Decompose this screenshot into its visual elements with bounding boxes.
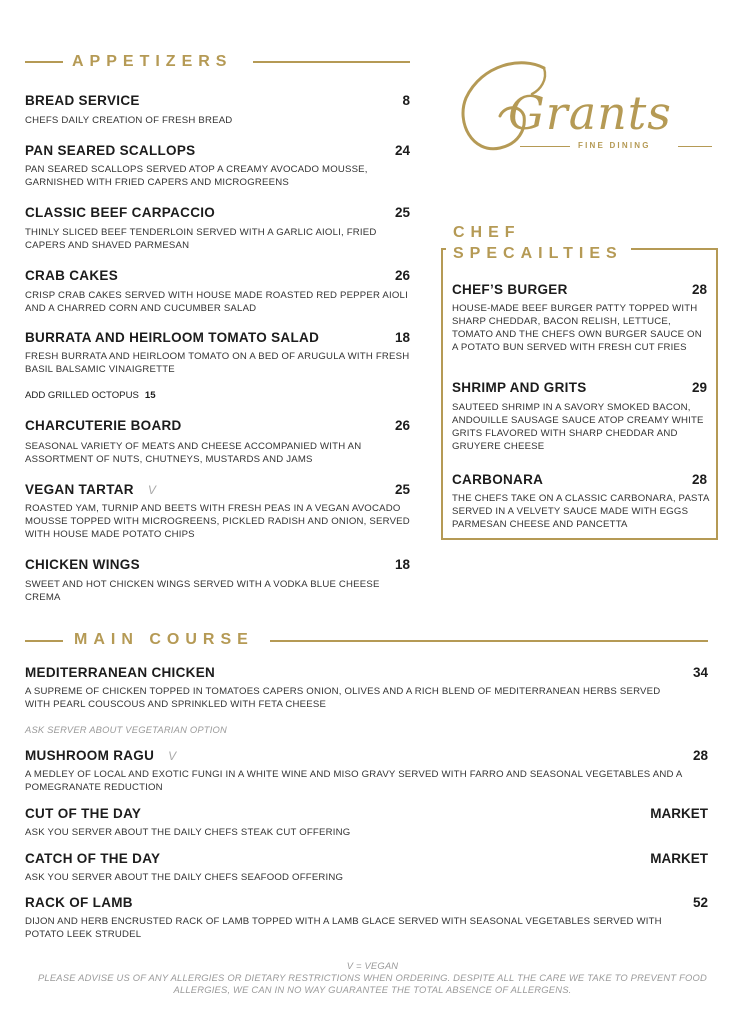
bread-service-desc: CHEFS DAILY CREATION OF FRESH BREAD bbox=[25, 115, 233, 126]
med-chicken-desc: A SUPREME OF CHICKEN TOPPED IN TOMATOES CAPERS ONION, OLIVES AND A RICH BLEND OF MEDITERRANEAN HERBS SERVED WITH PEARL COUSCOUS AND SPRINKLED WITH FETA CHEESE bbox=[25, 686, 661, 710]
shrimp-grits-name: SHRIMP AND GRITS bbox=[452, 380, 587, 395]
crab-cakes-price: 26 bbox=[394, 268, 410, 283]
crab-cakes-name: CRAB CAKES bbox=[25, 268, 119, 283]
logo-rule-left bbox=[520, 146, 570, 147]
cut-of-day-price: MARKET bbox=[650, 806, 708, 821]
mushroom-ragu-name bbox=[25, 748, 176, 763]
main-rule-left bbox=[25, 640, 63, 642]
appetizers-title: APPETIZERS bbox=[72, 53, 233, 70]
burrata-name: BURRATA AND HEIRLOOM TOMATO SALAD bbox=[25, 330, 320, 345]
veg-option-note: ASK SERVER ABOUT VEGETARIAN OPTION bbox=[25, 724, 227, 735]
addon-octopus bbox=[25, 390, 156, 401]
mushroom-ragu-label: MUSHROOM RAGU bbox=[25, 748, 155, 763]
scallops-price: 24 bbox=[394, 143, 410, 158]
chefs-burger-desc: HOUSE-MADE BEEF BURGER PATTY TOPPED WITH SHARP CHEDDAR, BACON RELISH, LETTUCE, TOMATO AND THE CHEFS OWN BURGER SAUCE ON A POTATO BUN SERVED WITH FRESH CUT FRIES bbox=[452, 303, 702, 353]
logo-rule-right bbox=[678, 146, 712, 147]
mushroom-ragu-price: 28 bbox=[692, 748, 708, 763]
vegan-tartar-label: VEGAN TARTAR bbox=[25, 482, 134, 497]
appetizers-rule-right bbox=[253, 61, 410, 63]
chicken-wings-desc: SWEET AND HOT CHICKEN WINGS SERVED WITH A VODKA BLUE CHEESE CREMA bbox=[25, 579, 380, 603]
carpaccio-name: CLASSIC BEEF CARPACCIO bbox=[25, 205, 216, 220]
chef-title-line1: CHEF bbox=[453, 224, 521, 241]
med-chicken-name: MEDITERRANEAN CHICKEN bbox=[25, 665, 216, 680]
mushroom-ragu-desc: A MEDLEY OF LOCAL AND EXOTIC FUNGI IN A WHITE WINE AND MISO GRAVY SERVED WITH FARRO AND SEASONAL VEGETABLES AND A POMEGRANATE REDUCTION bbox=[25, 769, 682, 793]
carbonara-name: CARBONARA bbox=[452, 472, 544, 487]
charcuterie-desc: SEASONAL VARIETY OF MEATS AND CHEESE ACCOMPANIED WITH AN ASSORTMENT OF NUTS, CHUTNEYS, MUSTARDS AND JAMS bbox=[25, 441, 362, 465]
vegan-legend: V = VEGAN bbox=[346, 960, 399, 971]
chefs-burger-price: 28 bbox=[691, 282, 707, 297]
rack-of-lamb-desc: DIJON AND HERB ENCRUSTED RACK OF LAMB TOPPED WITH A LAMB GLACE SERVED WITH SEASONAL VEGETABLES SERVED WITH POTATO LEEK STRUDEL bbox=[25, 916, 662, 940]
bread-service-price: 8 bbox=[402, 93, 410, 108]
main-course-title: MAIN COURSE bbox=[74, 631, 254, 648]
logo-script: Grants bbox=[508, 86, 672, 140]
chicken-wings-name: CHICKEN WINGS bbox=[25, 557, 140, 572]
chicken-wings-price: 18 bbox=[394, 557, 410, 572]
burrata-desc: FRESH BURRATA AND HEIRLOOM TOMATO ON A BED OF ARUGULA WITH FRESH BASIL BALSAMIC VINAIGRETTE bbox=[25, 351, 410, 375]
cut-of-day-desc: ASK YOU SERVER ABOUT THE DAILY CHEFS STEAK CUT OFFERING bbox=[25, 827, 351, 838]
burrata-price: 18 bbox=[394, 330, 410, 345]
rack-of-lamb-price: 52 bbox=[692, 895, 708, 910]
vegan-tartar-price: 25 bbox=[394, 482, 410, 497]
vegan-tartar-desc: ROASTED YAM, TURNIP AND BEETS WITH FRESH PEAS IN A VEGAN AVOCADO MOUSSE TOPPED WITH MICROGREENS, PICKLED RADISH AND ONION, SERVED WITH HOUSE MADE POTATO CHIPS bbox=[25, 503, 410, 540]
allergy-notice-line2: ALLERGIES, WE CAN IN NO WAY GUARANTEE THE TOTAL ABSENCE OF ALLERGENS. bbox=[173, 984, 572, 995]
scallops-name: PAN SEARED SCALLOPS bbox=[25, 143, 196, 158]
carpaccio-price: 25 bbox=[394, 205, 410, 220]
main-rule-right bbox=[270, 640, 708, 642]
catch-of-day-desc: ASK YOU SERVER ABOUT THE DAILY CHEFS SEAFOOD OFFERING bbox=[25, 872, 344, 883]
rack-of-lamb-name: RACK OF LAMB bbox=[25, 895, 133, 910]
allergy-notice-line1: PLEASE ADVISE US OF ANY ALLERGIES OR DIETARY RESTRICTIONS WHEN ORDERING. DESPITE ALL THE CARE WE TAKE TO PREVENT FOOD bbox=[37, 972, 707, 983]
shrimp-grits-desc: SAUTEED SHRIMP IN A SAVORY SMOKED BACON, ANDOUILLE SAUSAGE SAUCE ATOP CREAMY WHITE GRITS FLAVORED WITH SHARP CHEDDAR AND GRUYERE CHEESE bbox=[452, 402, 704, 452]
vegan-mark: V bbox=[147, 483, 157, 497]
cut-of-day-name: CUT OF THE DAY bbox=[25, 806, 142, 821]
carbonara-price: 28 bbox=[691, 472, 707, 487]
scallops-desc: PAN SEARED SCALLOPS SERVED ATOP A CREAMY AVOCADO MOUSSE, GARNISHED WITH FRIED CAPERS AND MICROGREENS bbox=[25, 164, 368, 188]
chef-title-line2: SPECAILTIES bbox=[453, 245, 623, 262]
vegan-mark: V bbox=[168, 749, 177, 763]
appetizers-rule-left bbox=[25, 61, 63, 63]
vegan-tartar-name bbox=[25, 482, 156, 497]
charcuterie-name: CHARCUTERIE BOARD bbox=[25, 418, 182, 433]
addon-price: 15 bbox=[144, 390, 156, 401]
carbonara-desc: THE CHEFS TAKE ON A CLASSIC CARBONARA, PASTA SERVED IN A VELVETY SAUCE MADE WITH EGGS PARMESAN CHEESE AND PANCETTA bbox=[452, 493, 710, 530]
chefs-burger-name: CHEF’S BURGER bbox=[452, 282, 568, 297]
carpaccio-desc: THINLY SLICED BEEF TENDERLOIN SERVED WITH A GARLIC AIOLI, FRIED CAPERS AND SHAVED PARMESAN bbox=[25, 227, 377, 251]
catch-of-day-price: MARKET bbox=[650, 851, 708, 866]
charcuterie-price: 26 bbox=[394, 418, 410, 433]
logo-tagline: FINE DINING bbox=[578, 141, 651, 150]
addon-label: ADD GRILLED OCTOPUS bbox=[25, 390, 139, 401]
crab-cakes-desc: CRISP CRAB CAKES SERVED WITH HOUSE MADE ROASTED RED PEPPER AIOLI AND A CHARRED CORN AND CUCUMBER SALAD bbox=[25, 290, 408, 314]
shrimp-grits-price: 29 bbox=[691, 380, 707, 395]
bread-service-name: BREAD SERVICE bbox=[25, 93, 140, 108]
med-chicken-price: 34 bbox=[692, 665, 708, 680]
catch-of-day-name: CATCH OF THE DAY bbox=[25, 851, 161, 866]
